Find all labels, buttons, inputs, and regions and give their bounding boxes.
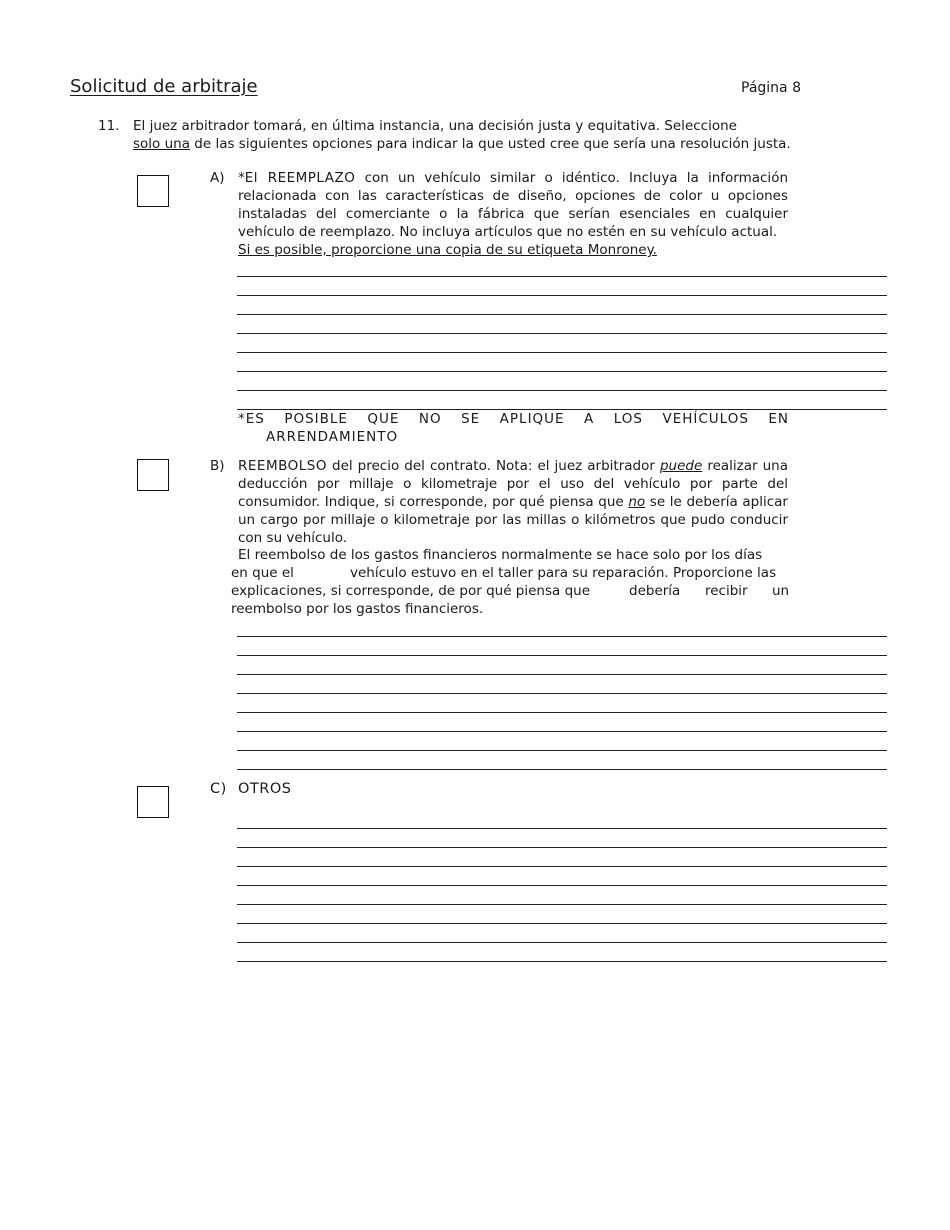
question-line-1: El juez arbitrador tomará, en última instancia, una decisión justa y equitativa. Seleccione — [133, 118, 737, 134]
option-b-answer-line-4[interactable] — [237, 693, 887, 694]
option-b-text-b: realizar una deducción por millaje o kilometraje por el uso del vehículo por parte del consumidor. Indique, si corresponde, por qué piensa que — [238, 458, 788, 510]
finance-line-2b: vehículo estuvo en el taller para su reparación. Proporcione las — [350, 565, 777, 581]
option-c-heading: OTROS — [238, 781, 292, 797]
option-b-paragraph-1 — [238, 457, 788, 547]
no-emphasis: no — [628, 494, 646, 510]
option-b-answer-line-3[interactable] — [237, 674, 887, 675]
question-line-2 — [133, 135, 823, 153]
option-b-answer-line-8[interactable] — [237, 769, 887, 770]
finance-line-4: reembolso por los gastos financieros. — [231, 601, 484, 617]
finance-line-3c: recibir — [705, 583, 748, 599]
option-b-answer-line-7[interactable] — [237, 750, 887, 751]
option-a-body: con un vehículo similar o idéntico. Incluya la información relacionada con las características de diseño, opciones de color u opciones instaladas del comerciante o la fábrica que serían esenciales en cualquier vehículo de reemplazo. No incluya artículos que no estén en su vehículo actual. — [238, 170, 789, 240]
lease-disclaimer-line-1: *ES POSIBLE QUE NO SE APLIQUE A LOS VEHÍCULOS EN — [238, 411, 789, 427]
option-b-heading: REEMBOLSO — [238, 458, 327, 474]
option-a-answer-line-3[interactable] — [237, 314, 887, 315]
finance-line-1: El reembolso de los gastos financieros normalmente se hace solo por los días — [238, 547, 763, 563]
option-a-paragraph — [238, 169, 788, 259]
option-a-answer-line-2[interactable] — [237, 295, 887, 296]
option-c-answer-line-3[interactable] — [237, 866, 887, 867]
option-b-answer-line-6[interactable] — [237, 731, 887, 732]
question-number: 11. — [98, 118, 120, 134]
option-b-checkbox[interactable] — [137, 459, 169, 491]
lease-disclaimer-line-2: ARRENDAMIENTO — [266, 429, 399, 445]
option-a-answer-line-7[interactable] — [237, 390, 887, 391]
puede-emphasis: puede — [659, 458, 703, 474]
question-text — [133, 117, 823, 153]
option-a-answer-line-5[interactable] — [237, 352, 887, 353]
page-title: Solicitud de arbitraje — [70, 76, 258, 97]
option-c-answer-line-8[interactable] — [237, 961, 887, 962]
option-a-heading: El REEMPLAZO — [244, 170, 356, 186]
option-b-answer-line-5[interactable] — [237, 712, 887, 713]
option-b-letter: B) — [210, 458, 225, 474]
option-c-answer-line-7[interactable] — [237, 942, 887, 943]
finance-line-3a: explicaciones, si corresponde, de por qué piensa que — [231, 583, 591, 599]
option-b-answer-line-1[interactable] — [237, 636, 887, 637]
option-c-checkbox[interactable] — [137, 786, 169, 818]
finance-line-3d: un — [772, 583, 790, 599]
option-b-text-a: del precio del contrato. Nota: el juez arbitrador — [326, 458, 660, 474]
option-b-answer-line-2[interactable] — [237, 655, 887, 656]
option-a-letter: A) — [210, 170, 225, 186]
option-a-answer-line-6[interactable] — [237, 371, 887, 372]
option-c-answer-line-2[interactable] — [237, 847, 887, 848]
option-a-star: * — [238, 170, 245, 186]
solo-una-emphasis: solo una — [133, 136, 190, 152]
option-a-checkbox[interactable] — [137, 175, 169, 207]
option-a-monroney-note: Si es posible, proporcione una copia de su etiqueta Monroney. — [238, 242, 657, 258]
option-c-letter: C) — [210, 781, 227, 797]
lease-disclaimer — [238, 410, 789, 446]
option-a-answer-line-4[interactable] — [237, 333, 887, 334]
option-c-answer-line-6[interactable] — [237, 923, 887, 924]
option-c-answer-line-5[interactable] — [237, 904, 887, 905]
option-b-text-c: se le debería aplicar un cargo por millaje o kilometraje por las millas o kilómetros que pudo conducir con su vehículo. — [238, 494, 788, 546]
finance-line-3b: debería — [629, 583, 681, 599]
question-line-2-rest: de las siguientes opciones para indicar la que usted cree que sería una resolución justa. — [189, 136, 791, 152]
option-a-answer-line-1[interactable] — [237, 276, 887, 277]
option-c-answer-line-4[interactable] — [237, 885, 887, 886]
page-number: Página 8 — [741, 80, 801, 96]
finance-line-2a: en que el — [231, 565, 294, 581]
option-c-answer-line-1[interactable] — [237, 828, 887, 829]
